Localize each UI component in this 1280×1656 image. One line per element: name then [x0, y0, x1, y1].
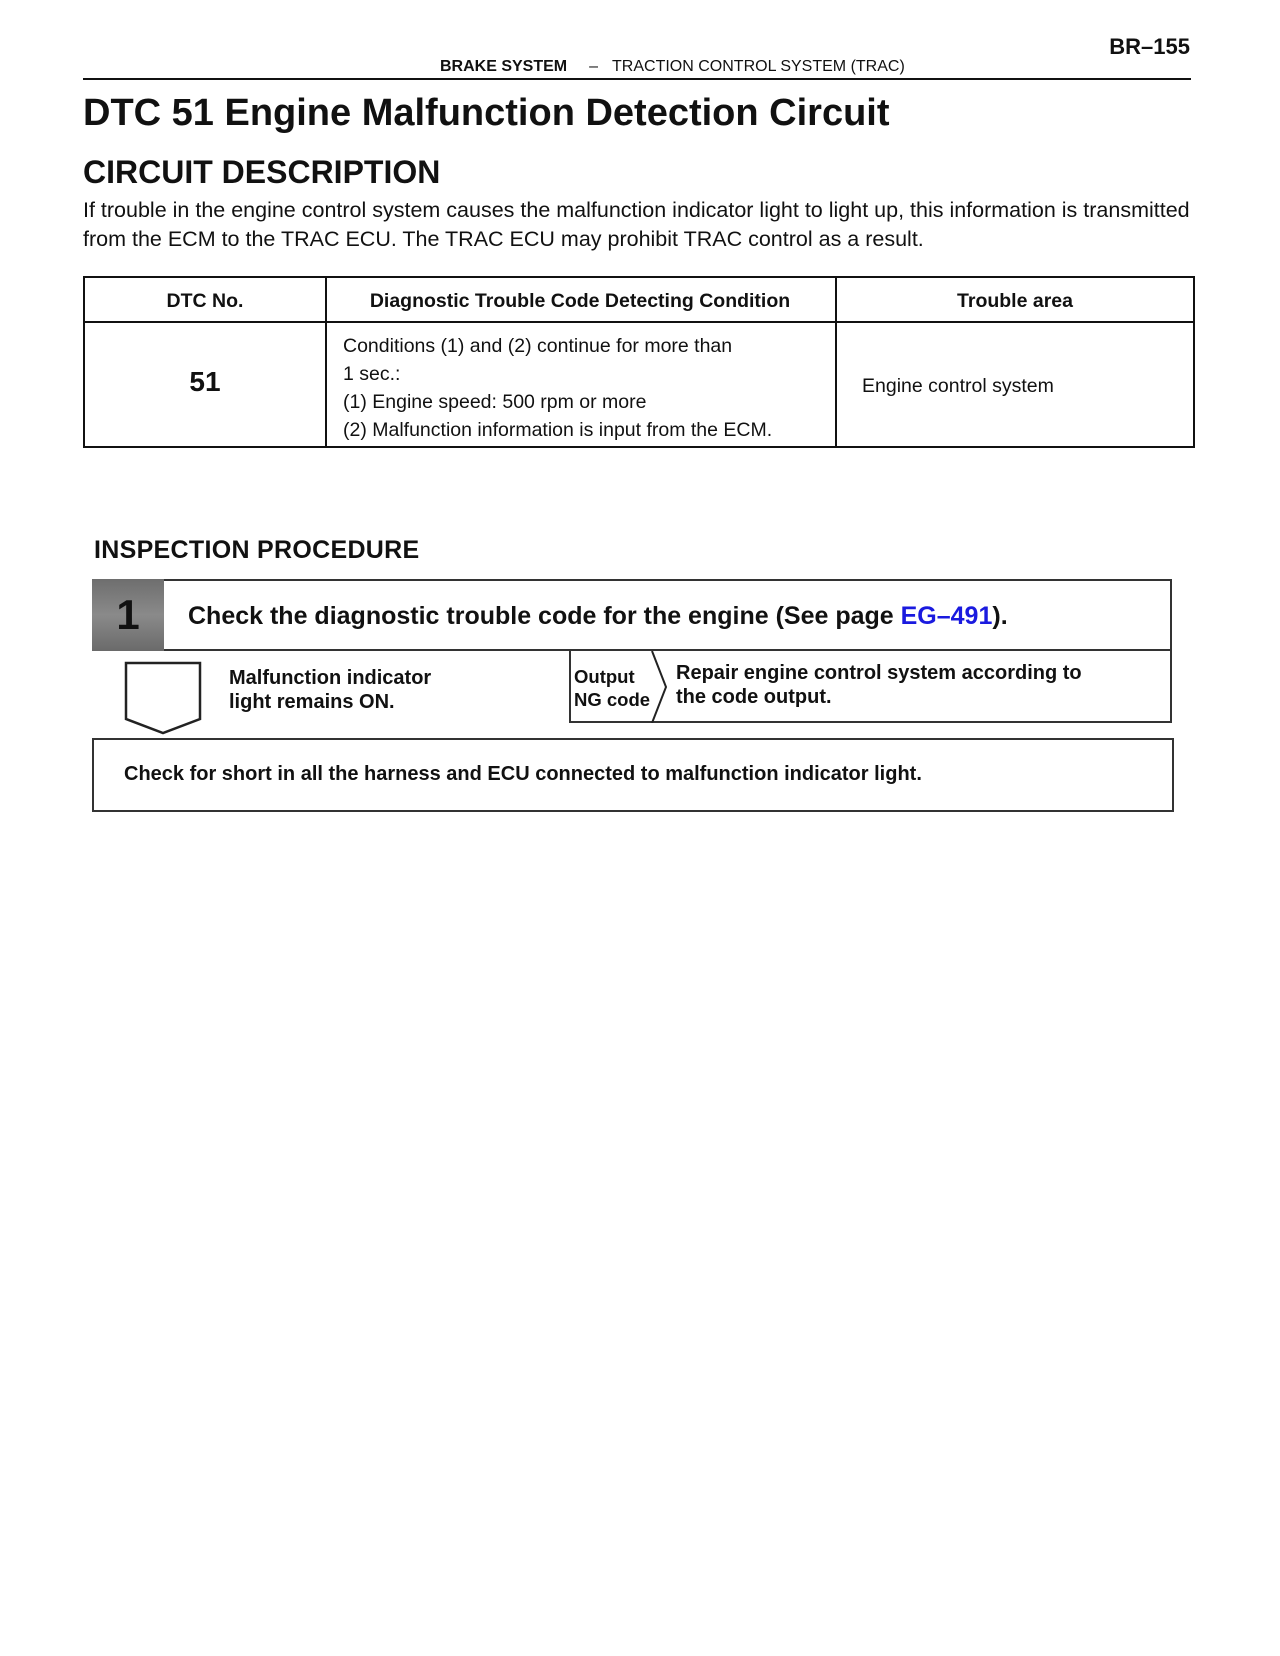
circuit-description-heading: CIRCUIT DESCRIPTION — [83, 154, 441, 190]
step-number-badge: 1 — [92, 579, 164, 651]
condition-line: (2) Malfunction information is input from the ECM. — [343, 419, 773, 441]
ng-branch-label-line: Output — [574, 666, 635, 687]
table-header-condition: Diagnostic Trouble Code Detecting Condition — [369, 290, 791, 312]
ng-branch-label — [574, 665, 650, 711]
inspection-procedure-heading: INSPECTION PROCEDURE — [94, 536, 420, 564]
step-text-before: Check the diagnostic trouble code for the engine (See page — [188, 602, 901, 630]
ok-result-line: light remains ON. — [229, 691, 395, 713]
final-step-text: Check for short in all the harness and ECU connected to malfunction indicator light. — [124, 763, 922, 785]
step-text-after: ). — [992, 602, 1008, 630]
ok-result-line: Malfunction indicator — [229, 667, 432, 689]
page-number: BR–155 — [1109, 34, 1190, 59]
step-text — [188, 602, 1008, 631]
page-reference-link[interactable]: EG–491 — [900, 602, 993, 630]
ok-result-text — [229, 666, 529, 714]
page-title: DTC 51 Engine Malfunction Detection Circuit — [83, 92, 890, 134]
condition-line: Conditions (1) and (2) continue for more than — [343, 335, 733, 357]
running-head-separator: – — [589, 58, 599, 75]
dtc-table — [83, 276, 1195, 448]
table-cell-condition — [343, 332, 833, 444]
circuit-description-text: If trouble in the engine control system causes the malfunction indicator light to light up, this information is transmitted from the ECM to the TRAC ECU. The TRAC ECU may prohibit TRAC control as a result. — [83, 198, 1190, 251]
condition-line: 1 sec.: — [343, 363, 401, 385]
table-cell-dtc-no: 51 — [189, 366, 221, 397]
ng-result-line: Repair engine control system according to — [676, 662, 1082, 684]
subsection-name: TRACTION CONTROL SYSTEM (TRAC) — [612, 58, 905, 75]
table-header-trouble-area: Trouble area — [957, 290, 1073, 312]
ng-branch-label-line: NG code — [574, 689, 651, 710]
table-header-dtc-no: DTC No. — [166, 290, 244, 312]
condition-line: (1) Engine speed: 500 rpm or more — [343, 391, 647, 413]
table-row-divider — [85, 321, 1193, 323]
running-head — [440, 58, 905, 76]
ng-branch-result — [676, 661, 1156, 709]
section-name: BRAKE SYSTEM — [440, 58, 568, 75]
header-rule — [83, 78, 1191, 80]
ng-branch-divider — [569, 651, 571, 723]
table-cell-trouble-area: Engine control system — [862, 375, 1054, 397]
down-arrow-icon — [124, 661, 202, 735]
ng-result-line: the code output. — [676, 686, 832, 708]
chevron-right-icon — [650, 651, 674, 723]
